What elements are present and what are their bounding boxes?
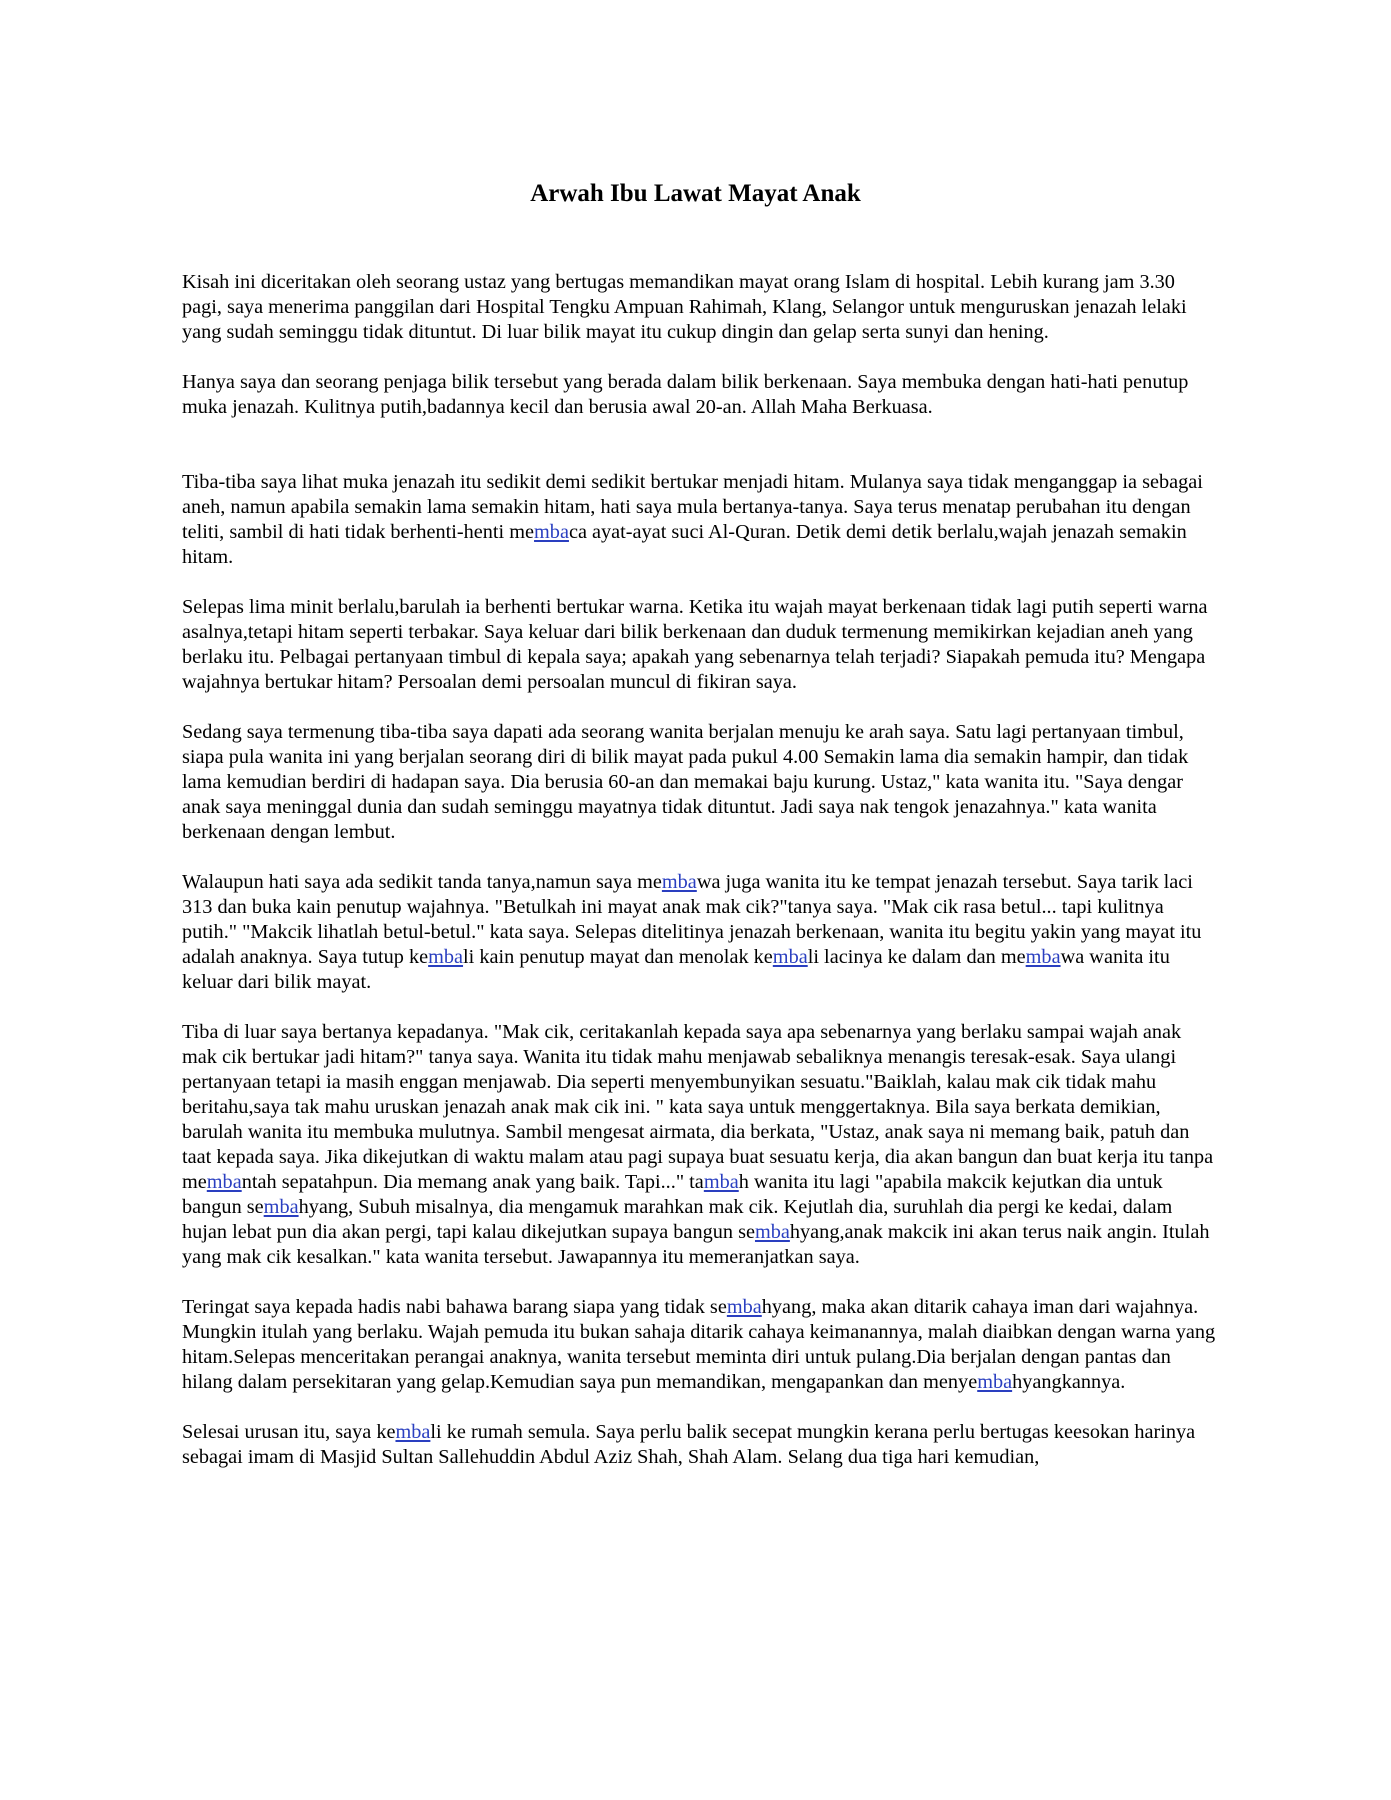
- hyperlink-fragment[interactable]: mba: [395, 1421, 431, 1443]
- paragraph-text: Selepas lima minit berlalu,barulah ia berhenti bertukar warna. Ketika itu wajah mayat berkenaan tidak lagi putih seperti warna asalnya,tetapi hitam seperti terbakar. Saya keluar dari bilik berkenaan dan duduk termenung memikirkan kejadian aneh yang berlaku itu. Pelbagai pertanyaan timbul di kepala saya; apakah yang sebenarnya telah terjadi? Siapakah pemuda itu? Mengapa wajahnya bertukar hitam? Persoalan demi persoalan muncul di fikiran saya.: [182, 596, 1208, 693]
- paragraph: [182, 1420, 1217, 1470]
- paragraph-text: hyang, Subuh misalnya, dia mengamuk marahkan mak cik. Kejutlah dia, suruhlah dia pergi ke kedai, dalam hujan lebat pun dia akan pergi, tapi kalau dikejutkan supaya bangun se: [182, 1196, 1173, 1243]
- hyperlink-fragment[interactable]: mba: [772, 946, 808, 968]
- paragraph-text: hyangkannya.: [1012, 1371, 1126, 1393]
- hyperlink-fragment[interactable]: mba: [754, 1221, 790, 1243]
- paragraph-text: Hanya saya dan seorang penjaga bilik tersebut yang berada dalam bilik berkenaan. Saya membuka dengan hati-hati penutup muka jenazah. Kulitnya putih,badannya kecil dan berusia awal 20-an. Allah Maha Berkuasa.: [182, 371, 1189, 418]
- hyperlink-fragment[interactable]: mba: [534, 521, 569, 543]
- hyperlink-fragment[interactable]: mba: [977, 1371, 1013, 1393]
- paragraph: [182, 470, 1217, 570]
- paragraph: [182, 270, 1217, 345]
- paragraph-text: Sedang saya termenung tiba-tiba saya dapati ada seorang wanita berjalan menuju ke arah saya. Satu lagi pertanyaan timbul, siapa pula wanita ini yang berjalan seorang diri di bilik mayat pada pukul 4.00 Semakin lama dia semakin hampir, dan tidak lama kemudian berdiri di hadapan saya. Dia berusia 60-an dan memakai baju kurung. Ustaz," kata wanita itu. "Saya dengar anak saya meninggal dunia dan sudah seminggu mayatnya tidak dituntut. Jadi saya nak tengok jenazahnya." kata wanita berkenaan dengan lembut.: [182, 721, 1189, 843]
- hyperlink-fragment[interactable]: mba: [726, 1296, 762, 1318]
- paragraph-text: Walaupun hati saya ada sedikit tanda tanya,namun saya me: [182, 871, 662, 893]
- paragraph-text: Teringat saya kepada hadis nabi bahawa barang siapa yang tidak se: [182, 1296, 727, 1318]
- hyperlink-fragment[interactable]: mba: [703, 1171, 739, 1193]
- paragraph-text: li lacinya ke dalam dan me: [807, 946, 1026, 968]
- paragraph-text: Tiba-tiba saya lihat muka jenazah itu sedikit demi sedikit bertukar menjadi hitam. Mulanya saya tidak menganggap ia sebagai aneh, namun apabila semakin lama semakin hitam, hati saya mula bertanya-tanya. Saya terus menatap perubahan itu dengan teliti, sambil di hati tidak berhenti-henti me: [182, 471, 1203, 543]
- document-body: [182, 270, 1217, 1495]
- paragraph: [182, 870, 1217, 995]
- hyperlink-fragment[interactable]: mba: [206, 1171, 242, 1193]
- hyperlink-fragment[interactable]: mba: [1025, 946, 1061, 968]
- paragraph: [182, 1295, 1217, 1395]
- paragraph-text: li ke rumah semula. Saya perlu balik secepat mungkin kerana perlu bertugas keesokan harinya sebagai imam di Masjid Sultan Sallehuddin Abdul Aziz Shah, Shah Alam. Selang dua tiga hari kemudian,: [182, 1421, 1196, 1468]
- paragraph: [182, 720, 1217, 845]
- paragraph-text: wa wanita itu keluar dari bilik mayat.: [182, 946, 1170, 993]
- paragraph-text: wa juga wanita itu ke tempat jenazah tersebut. Saya tarik laci 313 dan buka kain penutup wajahnya. "Betulkah ini mayat anak mak cik?"tanya saya. "Mak cik rasa betul... tapi kulitnya putih." "Makcik lihatlah betul-betul." kata saya. Selepas ditelitinya jenazah berkenaan, wanita itu begitu yakin yang mayat itu adalah anaknya. Saya tutup ke: [182, 871, 1202, 968]
- paragraph-text: ca ayat-ayat suci Al-Quran. Detik demi detik berlalu,wajah jenazah semakin hitam.: [182, 521, 1187, 568]
- paragraph-text: li kain penutup mayat dan menolak ke: [463, 946, 773, 968]
- paragraph: [182, 370, 1217, 420]
- paragraph-text: hyang, maka akan ditarik cahaya iman dari wajahnya. Mungkin itulah yang berlaku. Wajah pemuda itu bukan sahaja ditarik cahaya keimanannya, malah diaibkan dengan warna yang hitam.Selepas menceritakan perangai anaknya, wanita tersebut meminta diri untuk pulang.Dia berjalan dengan pantas dan hilang dalam persekitaran yang gelap.Kemudian saya pun memandikan, mengapankan dan menye: [182, 1296, 1216, 1393]
- hyperlink-fragment[interactable]: mba: [263, 1196, 299, 1218]
- paragraph: [182, 1020, 1217, 1270]
- paragraph-text: Kisah ini diceritakan oleh seorang ustaz yang bertugas memandikan mayat orang Islam di hospital. Lebih kurang jam 3.30 pagi, saya menerima panggilan dari Hospital Tengku Ampuan Rahimah, Klang, Selangor untuk menguruskan jenazah lelaki yang sudah seminggu tidak dituntut. Di luar bilik mayat itu cukup dingin dan gelap serta sunyi dan hening.: [182, 271, 1187, 343]
- paragraph-text: Tiba di luar saya bertanya kepadanya. "Mak cik, ceritakanlah kepada saya apa sebenarnya yang berlaku sampai wajah anak mak cik bertukar jadi hitam?" tanya saya. Wanita itu tidak mahu menjawab sebaliknya menangis teresak-esak. Saya ulangi pertanyaan tetapi ia masih enggan menjawab. Dia seperti menyembunyikan sesuatu."Baiklah, kalau mak cik tidak mahu beritahu,saya tak mahu uruskan jenazah anak mak cik ini. " kata saya untuk menggertaknya. Bila saya berkata demikian, barulah wanita itu membuka mulutnya. Sambil mengesat airmata, dia berkata, "Ustaz, anak saya ni memang baik, patuh dan taat kepada saya. Jika dikejutkan di waktu malam atau pagi supaya buat sesuatu kerja, dia akan bangun dan buat kerja itu tanpa me: [182, 1021, 1214, 1193]
- paragraph-text: hyang,anak makcik ini akan terus naik angin. Itulah yang mak cik kesalkan." kata wanita tersebut. Jawapannya itu memeranjatkan saya.: [182, 1221, 1210, 1268]
- paragraph: [182, 595, 1217, 695]
- paragraph-text: ntah sepatahpun. Dia memang anak yang baik. Tapi..." ta: [241, 1171, 704, 1193]
- hyperlink-fragment[interactable]: mba: [428, 946, 464, 968]
- hyperlink-fragment[interactable]: mba: [661, 871, 697, 893]
- document-title: Arwah Ibu Lawat Mayat Anak: [530, 180, 861, 207]
- paragraph-text: h wanita itu lagi "apabila makcik kejutkan dia untuk bangun se: [182, 1171, 1163, 1218]
- paragraph-text: Selesai urusan itu, saya ke: [182, 1421, 396, 1443]
